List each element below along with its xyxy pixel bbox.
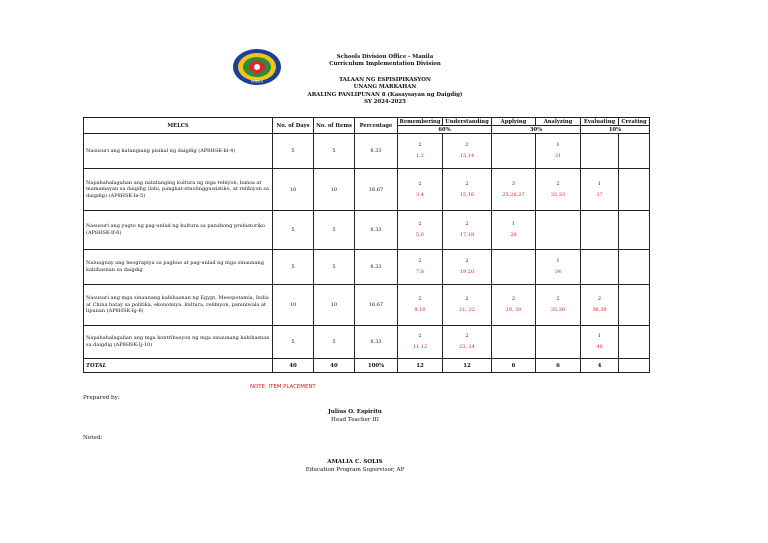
header-analyzing: Analyzing bbox=[536, 118, 581, 126]
applying-cell: 3 25,26,27 bbox=[492, 169, 536, 211]
table-row bbox=[84, 250, 650, 285]
applying-cell: 2 29, 30 bbox=[492, 285, 536, 326]
total-understanding: 12 bbox=[443, 359, 492, 373]
header-items: No. of Items bbox=[314, 118, 355, 134]
understanding-cell: 2 17,18 bbox=[443, 211, 492, 250]
prepared-label: Prepared by: bbox=[83, 395, 120, 401]
days-cell: 10 bbox=[273, 285, 314, 326]
percentage-cell: 16.67 bbox=[355, 169, 398, 211]
items-cell: 10 bbox=[314, 169, 355, 211]
header-percentage: Percentage bbox=[355, 118, 398, 134]
total-percentage: 100% bbox=[355, 359, 398, 373]
prepared-name: Julius O. Espiritu bbox=[328, 409, 382, 415]
days-cell: 5 bbox=[273, 134, 314, 169]
item-placement-note: NOTE: ITEM PLACEMENT bbox=[250, 384, 316, 390]
total-days: 40 bbox=[273, 359, 314, 373]
evaluating-cell: 1 40 bbox=[581, 326, 619, 359]
total-evaluating: 4 bbox=[581, 359, 619, 373]
applying-cell bbox=[492, 134, 536, 169]
understanding-cell: 2 23, 24 bbox=[443, 326, 492, 359]
creating-cell bbox=[619, 211, 650, 250]
items-cell: 5 bbox=[314, 211, 355, 250]
table-row bbox=[84, 285, 650, 326]
evaluating-cell: 2 38,39 bbox=[581, 285, 619, 326]
header-pct60: 60% bbox=[398, 126, 492, 134]
prepared-title: Head Teacher III bbox=[331, 416, 379, 423]
svg-text:MANILA: MANILA bbox=[250, 79, 264, 84]
percentage-cell: 8.33 bbox=[355, 134, 398, 169]
total-items: 40 bbox=[314, 359, 355, 373]
analyzing-cell: 1 34 bbox=[536, 250, 581, 285]
melc-cell: Naiuugnay ang heograpiya sa pagbuo at pag-unlad ng mga sinaunang kabihasnan sa daigdig bbox=[84, 250, 273, 285]
items-cell: 5 bbox=[314, 250, 355, 285]
noted-name: AMALIA C. SOLIS bbox=[327, 459, 383, 465]
header-understanding: Understanding bbox=[443, 118, 492, 126]
applying-cell bbox=[492, 326, 536, 359]
total-row bbox=[84, 359, 650, 373]
school-year: SY 2024-2025 bbox=[364, 99, 406, 106]
understanding-cell: 2 21, 22 bbox=[443, 285, 492, 326]
noted-signatory bbox=[255, 459, 455, 474]
total-label: TOTAL bbox=[84, 359, 273, 373]
analyzing-cell: 2 35,36 bbox=[536, 285, 581, 326]
total-creating bbox=[619, 359, 650, 373]
evaluating-cell: 1 37 bbox=[581, 169, 619, 211]
evaluating-cell bbox=[581, 211, 619, 250]
total-analyzing: 6 bbox=[536, 359, 581, 373]
header-applying: Applying bbox=[492, 118, 536, 126]
remembering-cell: 2 11,12 bbox=[398, 326, 443, 359]
evaluating-cell bbox=[581, 134, 619, 169]
header-melcs: MELCS bbox=[84, 118, 273, 134]
remembering-cell: 2 3,4 bbox=[398, 169, 443, 211]
header-creating: Creating bbox=[619, 118, 650, 126]
percentage-cell: 8.33 bbox=[355, 211, 398, 250]
doc-title: TALAAN NG ESPISIPIKASYON bbox=[339, 76, 431, 83]
days-cell: 10 bbox=[273, 169, 314, 211]
understanding-cell: 2 13,14 bbox=[443, 134, 492, 169]
creating-cell bbox=[619, 326, 650, 359]
table-row bbox=[84, 169, 650, 211]
subject-title: ARALING PANLIPUNAN 8 (Kasaysayan ng Daigdig) bbox=[307, 91, 463, 98]
understanding-cell: 2 19,20 bbox=[443, 250, 492, 285]
header-evaluating: Evaluating bbox=[581, 118, 619, 126]
table-row bbox=[84, 326, 650, 359]
analyzing-cell: 1 31 bbox=[536, 134, 581, 169]
evaluating-cell bbox=[581, 250, 619, 285]
table-row bbox=[84, 211, 650, 250]
melc-cell: Nasusuri ang mga sinaunang kabihasnan ng Egypt, Mesopotamia, India at China batay sa politika, ekonomiya, kultura, relihiyon, paniniwala at lipunan (AP8HSK-Ig-6) bbox=[84, 285, 273, 326]
tos-table bbox=[83, 117, 650, 373]
prepared-signatory bbox=[255, 409, 455, 424]
analyzing-cell: 2 32,33 bbox=[536, 169, 581, 211]
header-pct30: 30% bbox=[492, 126, 581, 134]
percentage-cell: 8.33 bbox=[355, 326, 398, 359]
understanding-cell: 2 15,16 bbox=[443, 169, 492, 211]
header-remembering: Remembering bbox=[398, 118, 443, 126]
header-pct10: 10% bbox=[581, 126, 650, 134]
days-cell: 5 bbox=[273, 211, 314, 250]
analyzing-cell bbox=[536, 211, 581, 250]
days-cell: 5 bbox=[273, 326, 314, 359]
office-name: Schools Division Office - Manila bbox=[336, 54, 434, 60]
creating-cell bbox=[619, 134, 650, 169]
items-cell: 10 bbox=[314, 285, 355, 326]
melc-cell: Nasusuri ang yugto ng pag-unlad ng kultura sa panahong prehistoriko (AP8HSK-If-6) bbox=[84, 211, 273, 250]
percentage-cell: 8.33 bbox=[355, 250, 398, 285]
applying-cell bbox=[492, 250, 536, 285]
remembering-cell: 2 1,2 bbox=[398, 134, 443, 169]
remembering-cell: 2 7,8 bbox=[398, 250, 443, 285]
melc-cell: Napahahalagahan ang natatanging kultura ng mga rehiyon, bansa at mamamayan sa daigdig (lahi, pangkat-etnolingguwistiko, at relihiyon sa daigdig) (AP8HSK-Ie-5) bbox=[84, 169, 273, 211]
percentage-cell: 16.67 bbox=[355, 285, 398, 326]
remembering-cell: 2 5,6 bbox=[398, 211, 443, 250]
analyzing-cell bbox=[536, 326, 581, 359]
days-cell: 5 bbox=[273, 250, 314, 285]
total-applying: 6 bbox=[492, 359, 536, 373]
division-name: Curriculum Implementation Division bbox=[329, 61, 441, 68]
document-header bbox=[240, 54, 530, 106]
creating-cell bbox=[619, 169, 650, 211]
items-cell: 5 bbox=[314, 326, 355, 359]
creating-cell bbox=[619, 285, 650, 326]
noted-label: Noted: bbox=[83, 435, 103, 441]
table-row bbox=[84, 134, 650, 169]
quarter-title: UNANG MARKAHAN bbox=[353, 84, 417, 91]
total-remembering: 12 bbox=[398, 359, 443, 373]
header-days: No. of Days bbox=[273, 118, 314, 134]
melc-cell: Napahahalagahan ang mga kontribusyon ng mga sinaunang kabihasnan sa daigdig (AP8HSK-Ij-10) bbox=[84, 326, 273, 359]
creating-cell bbox=[619, 250, 650, 285]
melc-cell: Nasusuri ang katangiang pisikal ng daigdig (AP8HSK-Id-4) bbox=[84, 134, 273, 169]
items-cell: 5 bbox=[314, 134, 355, 169]
noted-title: Education Program Supervisor, AP bbox=[305, 466, 405, 473]
remembering-cell: 2 9,10 bbox=[398, 285, 443, 326]
applying-cell: 1 28 bbox=[492, 211, 536, 250]
